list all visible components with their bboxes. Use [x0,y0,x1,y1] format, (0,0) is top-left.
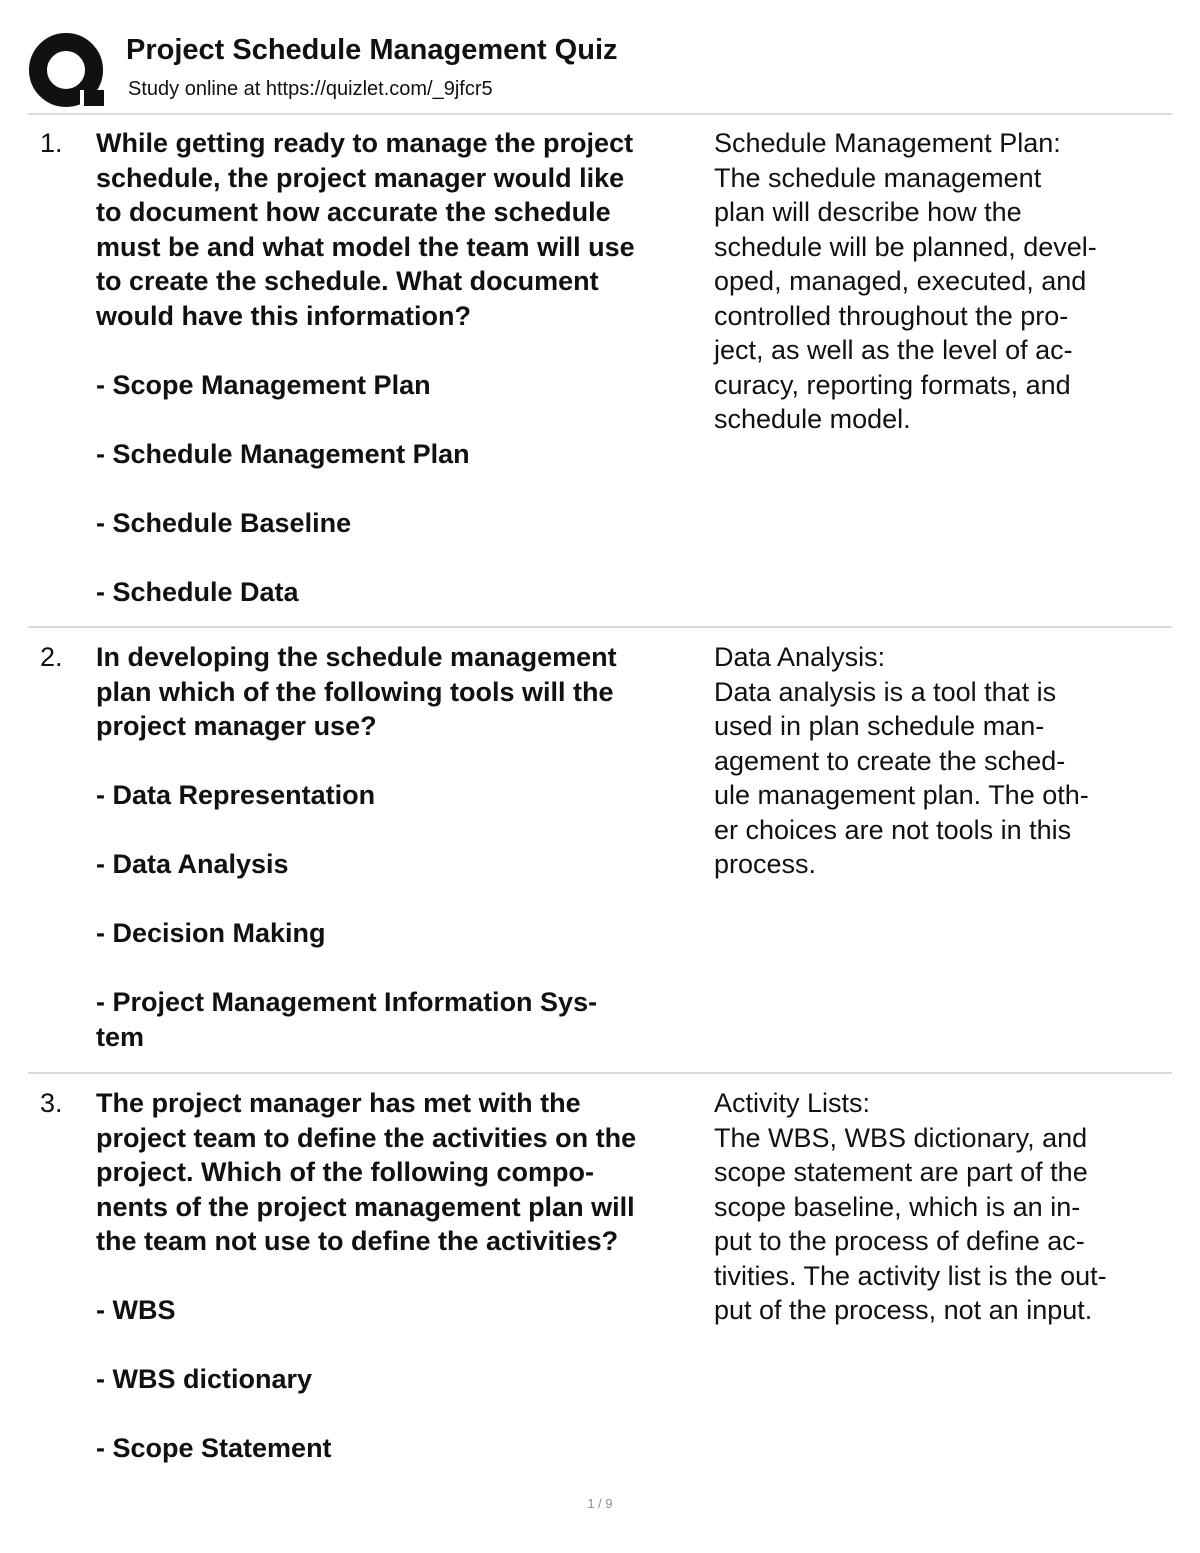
page-number: 1 / 9 [587,1496,613,1511]
option-text: - Scope Statement [96,1433,332,1463]
answer-line: process. [714,849,817,879]
option-text: - Data Analysis [96,849,289,879]
quiz-card-1 [28,126,1172,616]
question-line: project. Which of the following compo- [96,1157,594,1187]
answer-column [714,640,1170,882]
question-line: to document how accurate the schedule [96,197,611,227]
answer-line: put to the process of define ac- [714,1226,1085,1256]
answer-line: er choices are not tools in this [714,814,1072,845]
answer-option [96,778,716,813]
option-text: - WBS dictionary [96,1364,313,1394]
answer-line: curacy, reporting formats, and [714,369,1071,400]
question-line: While getting ready to manage the project [96,128,634,158]
card-number: 2. [40,642,63,672]
answer-line: scope statement are part of the [714,1157,1088,1187]
question-line: plan which of the following tools will the [96,676,614,707]
answer-line: oped, managed, executed, and [714,266,1087,296]
answer-column [714,126,1170,437]
option-text: - Schedule Management Plan [96,438,470,469]
option-text: - Data Representation [96,780,376,810]
header-divider [28,113,1172,115]
answer-line: schedule model. [714,404,911,434]
question-column [96,1086,716,1466]
answer-line: plan will describe how the [714,197,1022,227]
answer-option [96,1431,716,1466]
quiz-card-3 [28,1086,1172,1476]
page-header [28,28,1172,112]
quiz-title: Project Schedule Management Quiz [126,34,618,66]
study-online-link-text: Study online at https://quizlet.com/_9jfcr5 [128,78,493,100]
card-divider [28,1072,1172,1074]
answer-line: The schedule management [714,162,1042,193]
answer-line: ject, as well as the level of ac- [714,335,1073,365]
answer-option [96,437,716,472]
answer-line: scope baseline, which is an in- [714,1191,1081,1222]
card-number: 1. [40,128,63,158]
card-number: 3. [40,1088,63,1118]
answer-line: Schedule Management Plan: [714,128,1061,158]
answer-line: schedule will be planned, devel- [714,231,1097,262]
question-column [96,126,716,609]
quizlet-q-logo-icon [28,32,108,112]
answer-line: The WBS, WBS dictionary, and [714,1122,1088,1153]
question-line: would have this information? [96,300,472,331]
answer-line: used in plan schedule man- [714,711,1045,741]
answer-option [96,847,716,882]
answer-option [96,506,716,541]
question-line: nents of the project management plan will [96,1191,635,1222]
option-text: tem [96,1021,145,1052]
question-line: the team not use to define the activities? [96,1226,619,1256]
answer-option [96,368,716,403]
option-text: - Schedule Baseline [96,507,352,538]
option-text: - Schedule Data [96,576,299,607]
option-text: - Project Management Information Sys- [96,987,598,1017]
question-line: In developing the schedule management [96,642,617,672]
answer-line: controlled throughout the pro- [714,300,1069,331]
quiz-card-2 [28,640,1172,1060]
answer-option [96,916,716,951]
question-line: must be and what model the team will use [96,231,635,262]
answer-line: tivities. The activity list is the out- [714,1260,1107,1291]
answer-line: put of the process, not an input. [714,1295,1093,1325]
answer-column [714,1086,1170,1328]
answer-line: Activity Lists: [714,1088,871,1118]
answer-line: Data Analysis: [714,642,886,672]
answer-line: ule management plan. The oth- [714,780,1089,810]
option-text: - Scope Management Plan [96,369,431,400]
answer-line: Data analysis is a tool that is [714,676,1057,707]
question-line: project team to define the activities on the [96,1122,637,1153]
card-divider [28,626,1172,628]
option-text: - Decision Making [96,918,326,948]
question-line: schedule, the project manager would like [96,162,625,193]
answer-option [96,1293,716,1328]
question-line: The project manager has met with the [96,1088,581,1118]
question-line: project manager use? [96,711,377,741]
question-line: to create the schedule. What document [96,266,599,296]
question-column [96,640,716,1054]
answer-option [96,985,716,1054]
answer-option [96,575,716,610]
option-text: - WBS [96,1295,176,1325]
answer-option [96,1362,716,1397]
answer-line: agement to create the sched- [714,745,1066,776]
